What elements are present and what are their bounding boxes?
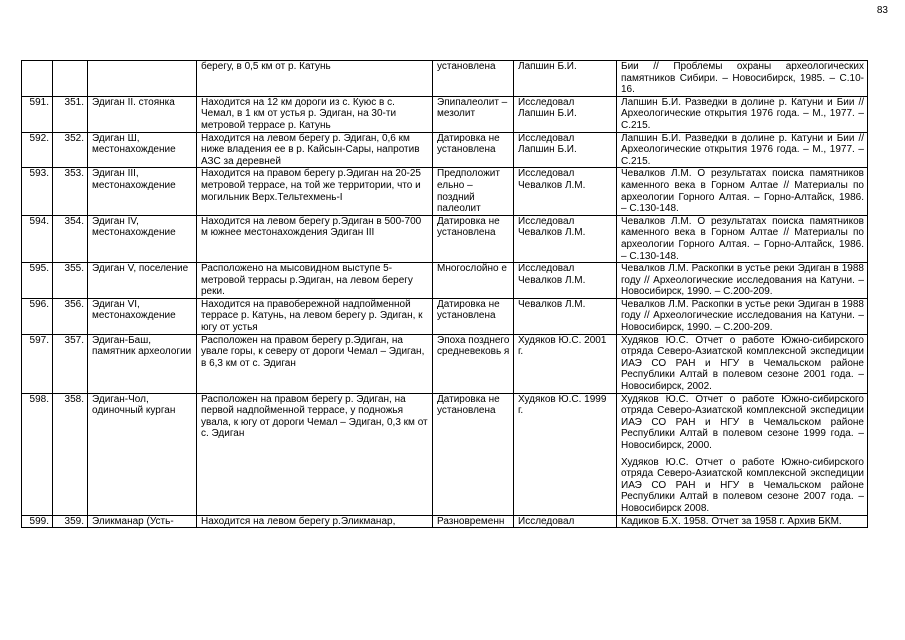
monument-dating-cell [433,168,514,215]
table-row [22,96,868,132]
monument-researcher-cell [514,298,617,334]
monument-dating-cell [433,263,514,299]
monument-location-cell [197,215,433,262]
monument-dating: Датировка не установлена [437,298,500,322]
monument-sources-cell [617,515,868,527]
monument-researcher-cell [514,168,617,215]
row-number-cell [22,132,53,168]
monument-researcher-cell [514,393,617,515]
monument-researcher: Чевалков Л.М. [518,298,586,310]
source-reference: Чевалков Л.М. О результатах поиска памятников каменного века в Горном Алтае // Материалы по археологии Горного Алтая. – Горно-Алтайск, 1986. – С.130-148. [621,215,864,262]
monument-researcher: Лапшин Б.И. [518,61,577,72]
monument-name-cell [88,515,197,527]
row-number-cell [22,61,53,97]
table-row [22,168,868,215]
district-number: 356. [64,298,84,310]
monument-name-cell [88,61,197,97]
monument-researcher: Худяков Ю.С. 2001 г. [518,334,607,358]
table-row [22,393,868,515]
monument-dating: Датировка не установлена [437,215,500,239]
monument-name: Эдиган-Баш, памятник археологии [92,334,192,358]
district-number: 354. [64,215,84,227]
monument-location: Находится на левом берегу р. Эдиган, 0,6 км ниже владения ее в р. Кайсын-Сары, напротив АЗС за деревней [201,132,420,167]
district-number-cell [53,298,88,334]
monument-name-cell [88,334,197,393]
monument-location: берегу, в 0,5 км от р. Катунь [201,61,331,72]
monument-sources-cell [617,298,868,334]
row-number: 591. [29,96,49,108]
monument-location-cell [197,393,433,515]
monument-researcher: Исследовал Лапшин Б.И. [518,96,577,120]
monument-dating: Многослойно е [437,263,507,275]
monument-location: Находится на левом берегу р.Эликманар, [201,515,396,527]
monument-location: Находится на левом берегу р.Эдиган в 500-700 м южнее местонахождения Эдиган III [201,215,422,239]
monument-researcher: Исследовал [518,515,575,527]
district-number: 355. [64,263,84,275]
source-reference: Чевалков Л.М. Раскопки в устье реки Эдиган в 1988 году // Археологические исследования на Катуни. –Новосибирск, 1990. – С.200-209. [621,298,864,334]
table-row [22,132,868,168]
monument-dating: Эпоха позднего средневековь я [437,334,510,358]
row-number: 598. [29,393,49,405]
monument-name-cell [88,215,197,262]
monument-researcher: Исследовал Чевалков Л.М. [518,263,586,286]
monument-dating-cell [433,334,514,393]
monument-name-cell [88,393,197,515]
district-number-cell [53,263,88,299]
monument-dating-cell [433,298,514,334]
table-row [22,61,868,97]
row-number-cell [22,168,53,215]
table-row [22,263,868,299]
district-number-cell [53,515,88,527]
page-number: 83 [876,5,888,16]
monument-name: Эдиган II. стоянка [92,96,175,108]
monument-name-cell [88,168,197,215]
monument-name: Эдиган-Чол, одиночный курган [92,393,176,417]
monument-sources-cell [617,61,868,97]
monument-researcher-cell [514,132,617,168]
monument-location-cell [197,132,433,168]
monument-location: Расположен на правом берегу р. Эдиган, на первой надпойменной террасе, у подножья увала, к югу от дороги Чемал – Эдиган, 0,3 км от с. Эдиган [201,393,428,440]
monument-sources-cell [617,132,868,168]
monument-sources-cell [617,334,868,393]
monument-researcher: Исследовал Чевалков Л.М. [518,215,586,239]
monument-researcher-cell [514,215,617,262]
row-number-cell [22,263,53,299]
row-number-cell [22,215,53,262]
table-row [22,298,868,334]
district-number-cell [53,132,88,168]
monument-researcher-cell [514,61,617,97]
monument-name: Эликманар (Усть- [92,515,174,527]
table-body [22,61,868,528]
monument-location: Находится на 12 км дороги из с. Куюс в с. Чемал, в 1 км от устья р. Эдиган, на 30-ти метровой террасе р. Катунь [201,96,397,131]
monument-location-cell [197,263,433,299]
monument-location-cell [197,61,433,97]
monument-name-cell [88,298,197,334]
source-reference: Лапшин Б.И. Разведки в долине р. Катуни и Бии //Археологические открытия 1976 года. – М., 1977. – С.215. [621,132,864,167]
source-reference: Бии // Проблемы охраны археологических памятников Сибири. – Новосибирск, 1985. – С.10-16. [621,61,864,96]
monument-dating: Датировка не установлена [437,132,500,156]
district-number-cell [53,168,88,215]
district-number-cell [53,61,88,97]
source-reference: Чевалков Л.М. О результатах поиска памятников каменного века в Горном Алтае // Материалы по археологии Горного Алтая. – Горно-Алтайск, 1986. – С.130-148. [621,168,864,215]
table-row [22,215,868,262]
row-number: 599. [29,515,49,527]
monument-name-cell [88,263,197,299]
monument-location: Расположено на мысовидном выступе 5-метровой террасы р.Эдиган, на левом берегу реки. [201,263,413,298]
monument-dating: Датировка не установлена [437,393,500,417]
monument-dating: Разновременн [437,515,505,527]
monument-location-cell [197,96,433,132]
monument-dating: Эпипалеолит – мезолит [437,96,508,120]
monument-name: Эдиган Ш, местонахождение [92,132,176,156]
row-number-cell [22,393,53,515]
monument-dating-cell [433,515,514,527]
district-number: 357. [64,334,84,346]
monument-location: Находится на правобережной надпойменной террасе р. Катунь, на левом берегу р. Эдиган, к югу от устья [201,298,423,334]
table-row [22,515,868,527]
district-number: 359. [64,515,84,527]
row-number-cell [22,334,53,393]
monument-name-cell [88,96,197,132]
district-number-cell [53,393,88,515]
row-number: 592. [29,132,49,144]
monument-sources-cell [617,393,868,515]
monument-location: Находится на правом берегу р.Эдиган на 20-25 метровой террасе, на той же территории, что и могильник Верх.Тельтехмень-I [201,168,421,203]
row-number-cell [22,515,53,527]
monument-sources-cell [617,168,868,215]
district-number: 358. [64,393,84,405]
row-number: 595. [29,263,49,275]
district-number-cell [53,334,88,393]
source-reference: Лапшин Б.И. Разведки в долине р. Катуни и Бии //Археологические открытия 1976 года. – М., 1977. – С.215. [621,96,864,131]
row-number: 594. [29,215,49,227]
district-number: 351. [64,96,84,108]
monument-dating-cell [433,215,514,262]
monument-dating: Предположит ельно – поздний палеолит [437,168,500,215]
monument-researcher-cell [514,334,617,393]
monument-dating-cell [433,132,514,168]
monument-dating-cell [433,61,514,97]
source-reference: Худяков Ю.С. Отчет о работе Южно-сибирского отряда Северо-Азиатской комплексной экспедиции ИАЭ СО РАН и НГУ в Чемальском районе Республики Алтай в полевом сезоне 1999 года. – Новосибирск, 2000. [621,393,864,451]
row-number: 593. [29,168,49,180]
row-number: 597. [29,334,49,346]
monument-researcher-cell [514,515,617,527]
monument-location-cell [197,298,433,334]
monument-name: Эдиган IV, местонахождение [92,215,176,239]
monument-sources-cell [617,96,868,132]
monument-location-cell [197,168,433,215]
monument-location-cell [197,515,433,527]
monument-sources-cell [617,215,868,262]
monument-researcher: Исследовал Лапшин Б.И. [518,132,577,156]
monuments-table [21,60,868,528]
source-reference: Худяков Ю.С. Отчет о работе Южно-сибирского отряда Северо-Азиатской комплексной экспедиции ИАЭ СО РАН и НГУ в Чемальском районе Республики Алтай в полевом сезоне 2001 года. – Новосибирск, 2002. [621,334,864,393]
monument-dating-cell [433,96,514,132]
monument-location: Расположен на правом берегу р.Эдиган, на увале горы, к северу от дороги Чемал – Эдиган, в 6,3 км от с. Эдиган [201,334,425,369]
district-number: 352. [64,132,84,144]
source-reference: Кадиков Б.Х. 1958. Отчет за 1958 г. Архив БКМ. [621,515,842,527]
monument-name: Эдиган V, поселение [92,263,189,275]
monument-researcher-cell [514,96,617,132]
monument-name-cell [88,132,197,168]
monument-sources-cell [617,263,868,299]
monument-researcher: Исследовал Чевалков Л.М. [518,168,586,191]
source-reference: Чевалков Л.М. Раскопки в устье реки Эдиган в 1988 году // Археологические исследования на Катуни. – Новосибирск, 1990. – С.200-209. [621,263,864,298]
monument-researcher: Худяков Ю.С. 1999 г. [518,393,607,417]
district-number-cell [53,215,88,262]
row-number: 596. [29,298,49,310]
district-number: 353. [64,168,84,180]
monument-dating: установлена [437,61,496,72]
monument-researcher-cell [514,263,617,299]
district-number-cell [53,96,88,132]
row-number-cell [22,96,53,132]
monument-location-cell [197,334,433,393]
monument-name: Эдиган III, местонахождение [92,168,176,191]
monument-name: Эдиган VI, местонахождение [92,298,176,322]
table-row [22,334,868,393]
row-number-cell [22,298,53,334]
source-reference: Худяков Ю.С. Отчет о работе Южно-сибирского отряда Северо-Азиатской комплексной экспедиции ИАЭ СО РАН и НГУ в Чемальском районе Республики Алтай в полевом сезоне 2007 года. – Новосибирск 2008. [621,456,864,514]
monument-dating-cell [433,393,514,515]
